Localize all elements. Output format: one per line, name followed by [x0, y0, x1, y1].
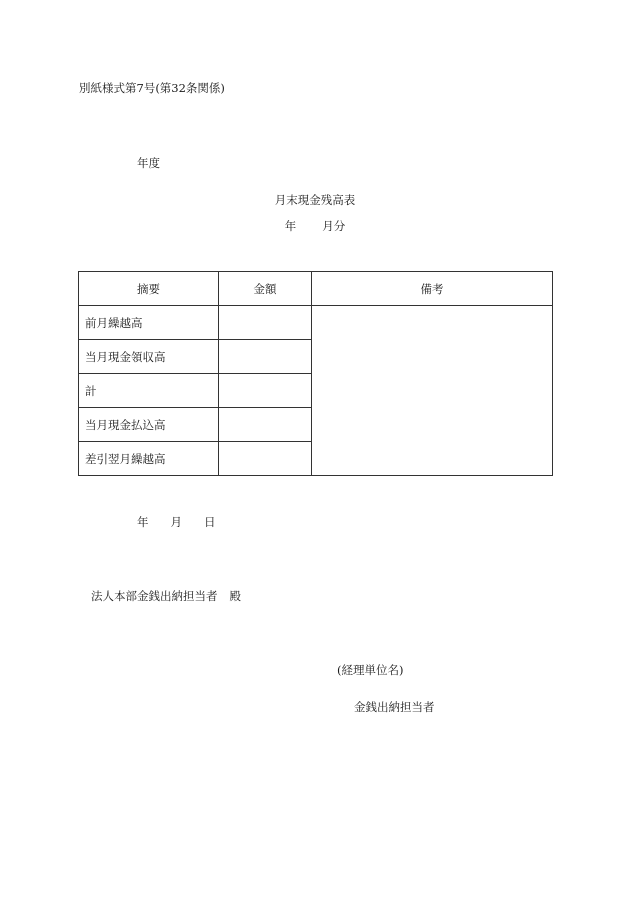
- table-header-row: [79, 272, 553, 306]
- date-year: 年: [137, 515, 149, 529]
- table-row: [79, 306, 553, 340]
- fiscal-year-label: 年度: [137, 156, 160, 170]
- row-label-cash-paid: 当月現金払込高: [79, 408, 219, 442]
- header-description: 摘要: [79, 272, 219, 306]
- addressee-name: 法人本部金銭出納担当者: [91, 589, 218, 603]
- row-label-previous-balance: 前月繰越高: [79, 306, 219, 340]
- date-line: [137, 515, 216, 529]
- amount-cell[interactable]: [219, 306, 312, 340]
- row-label-carryover: 差引翌月繰越高: [79, 442, 219, 476]
- amount-cell[interactable]: [219, 374, 312, 408]
- header-amount: 金額: [219, 272, 312, 306]
- document-title: 月末現金残高表: [274, 193, 356, 207]
- amount-cell[interactable]: [219, 340, 312, 374]
- period-year: 年: [284, 219, 297, 233]
- sender-label: 金銭出納担当者: [354, 700, 435, 714]
- date-month: 月: [170, 515, 182, 529]
- header-remarks: 備考: [312, 272, 553, 306]
- addressee-honorific: 殿: [229, 589, 241, 603]
- date-day: 日: [204, 515, 216, 529]
- amount-cell[interactable]: [219, 442, 312, 476]
- addressee-line: [91, 589, 241, 603]
- remarks-cell[interactable]: [312, 306, 553, 476]
- period-month: 月分: [322, 219, 346, 233]
- row-label-total: 計: [79, 374, 219, 408]
- accounting-unit-label: (経理単位名): [337, 663, 404, 677]
- period-line: [0, 219, 630, 233]
- amount-cell[interactable]: [219, 408, 312, 442]
- form-number: 別紙様式第7号(第32条関係): [79, 81, 225, 95]
- cash-balance-table: [78, 271, 553, 476]
- row-label-cash-received: 当月現金領収高: [79, 340, 219, 374]
